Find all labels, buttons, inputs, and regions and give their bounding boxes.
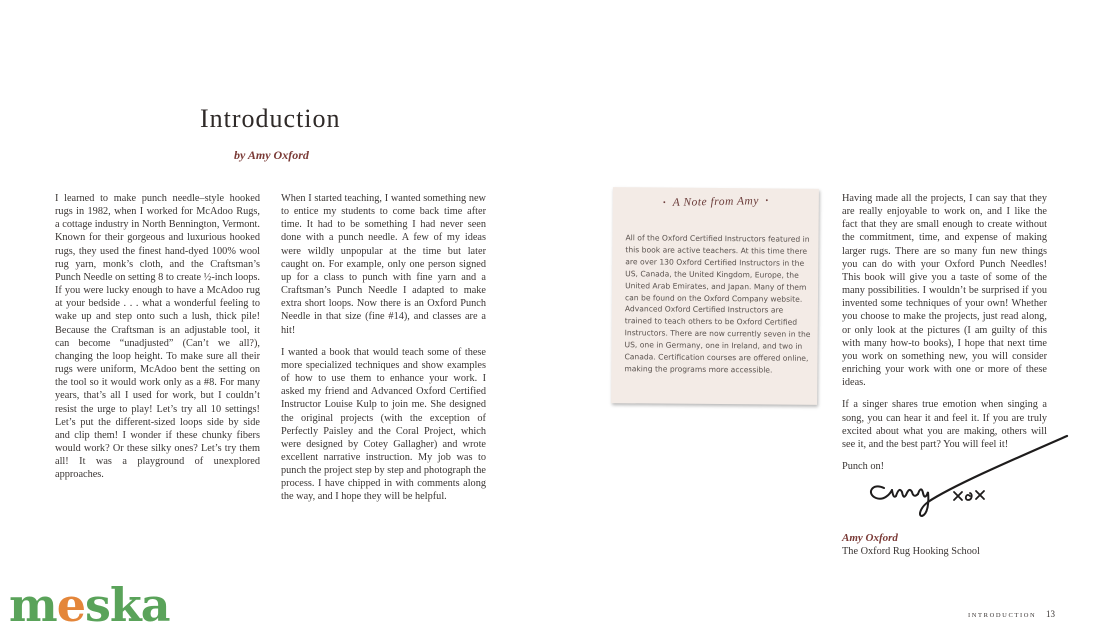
signature-organization: The Oxford Rug Hooking School [842,546,980,557]
bullet-dot: · [764,194,770,208]
footer-section-title: INTRODUCTION [968,612,1037,619]
paragraph: I wanted a book that would teach some of these more specialized techniques and show examples of how to use them to enhance your work. I asked my friend and Advanced Oxford Certified Instructor Louise Kulp to join me. She designed the original projects (with the exception of Perfectly Paisley and the Coral Project, which were designed by Cotey Gallagher) and wrote excellent narrative instruction. My job was to punch the project step by step and photograph the process. I have chipped in with comments along the way, and I hope they will be helpful. [281,346,486,503]
text-column-2 [281,192,486,513]
handwritten-signature [862,430,1072,525]
note-card [611,187,819,405]
signature-name: Amy Oxford [842,532,898,544]
bullet-dot: · [662,196,667,210]
byline: by Amy Oxford [234,148,309,162]
paragraph: When I started teaching, I wanted something new to entice my students to come back time after time. It had to be something I had never seen done with a punch needle. A few of my ideas were wildly unpopular at the time but later caught on. For example, only one person signed up for a class to punch with fine yarn and a Craftsman’s Punch Needle I adapted to make extra short loops. Now there is an Oxford Punch Needle in that size (fine #14), and classes are a hit! [281,193,486,336]
note-body: All of the Oxford Certified Instructors featured in this book are active teachers. At this time there are over 130 Oxford Certified Instructors in the US, Canada, the United Kingdom, Europe, the United Arab Emirates, and Japan. Many of them can be found on the Oxford Company website. Advanced Oxford Certified Instructors are trained to teach others to be Oxford Certified Instructors. There are now currently seven in the US, one in Germany, one in Ireland, and two in Canada. Certification courses are offered online, making the programs more accessible. [624,233,811,375]
paragraph: If a singer shares true emotion when singing a song, you can hear it and feel it. If you are truly excited about what you are making, others will see it, and the best part? You will feel it! [842,399,1047,450]
paragraph: I learned to make punch needle–style hooked rugs in 1982, when I worked for McAdoo Rugs, a cottage industry in North Bennington, Vermont. Known for their gorgeous and luxurious hooked rugs, they used the finest hand-dyed 100% wool rug yarn, monk’s cloth, and the Craftsman’s Punch Needle on setting 8 to create ½-inch loops. If you were lucky enough to have a McAdoo rug at your bedside . . . what a wonderful feeling to wake up and step onto such a lush, thick pile! Because the Craftsman is an adjustable tool, it can become “unadjusted” (Can’t we all?), changing the loop height. To make sure all their rugs were uniform, McAdoo bent the setting on the tool so it would work only as a #8. For many years, that’s all I used for work, but I couldn’t resist the urge to play! Let’s try all 10 settings! Let’s put the different-sized loops side by side and clip them! I wonder if these chunky fibers would work? Or these silky ones? Let’s try them all! It was a playground of unexplored approaches. [55,193,260,481]
note-heading-text: A Note from Amy [672,195,760,209]
page-title: Introduction [200,104,341,133]
note-heading [613,194,819,210]
text-column-1 [55,192,260,490]
paragraph: Having made all the projects, I can say that they are really enjoyable to work on, and I like the fact that they are small enough to create without the commitment, time, and expense of making larger rugs. There are so many fun new things you can do with your Oxford Punch Needles! This book will give you a taste of some of the many possibilities. I wouldn’t be surprised if you invented some techniques of your own! Whether you choose to make the projects, just read along, or only look at the pictures (I am guilty of this with many how-to books), I hope that next time you work on something new, you will consider enriching your work with one or more of these ideas. [842,193,1047,389]
paragraph: Punch on! [842,460,885,472]
meska-watermark-logo: meska [9,578,170,632]
page-number: 13 [1046,609,1055,619]
